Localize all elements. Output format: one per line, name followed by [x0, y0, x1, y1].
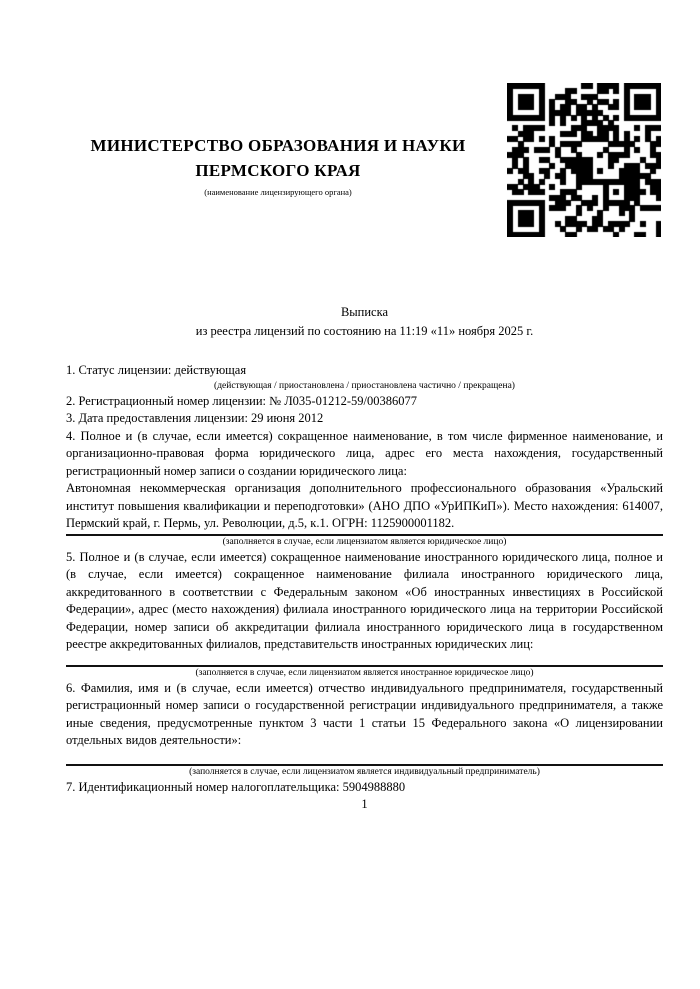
licensing-authority-header: [66, 133, 490, 198]
legal-entity-question: 4. Полное и (в случае, если имеется) сокращенное наименование, в том числе фирменное наименование, и организационно-правовая форма юридического лица, адрес его места нахождения, государственный регистрационный номер записи о создании юридического лица:: [66, 428, 663, 478]
document-body: [66, 362, 663, 814]
document-title: Выписка: [340, 305, 389, 319]
document-subtitle: из реестра лицензий по состоянию на 11:19 «11» ноября 2025 г.: [195, 324, 534, 338]
individual-entrepreneur-question: 6. Фамилия, имя и (в случае, если имеется) отчество индивидуального предпринимателя, государственный регистрационный номер записи о государственной регистрации индивидуального предпринимателя, а также иные сведения, предусмотренные пунктом 3 части 1 статьи 15 Федерального закона «О лицензировании отдельных видов деятельности»:: [66, 680, 663, 747]
document-title-block: [66, 303, 663, 341]
license-date-item: 3. Дата предоставления лицензии: 29 июня 2012: [66, 411, 324, 425]
status-options-note: (действующая / приостановлена / приостановлена частично / прекращена): [214, 380, 515, 391]
foreign-entity-question: 5. Полное и (в случае, если имеется) сокращенное наименование иностранного юридического лица, полное и (в случае, если имеется) сокращенное наименование филиала иностранного юридического лица, аккредитованного в соответствии с Федеральным законом «Об иностранных инвестициях в Российской Федерации», адрес (место нахождения) филиала иностранного юридического лица на территории Российской Федерации, номер записи об аккредитации филиала иностранного юридического лица в государственном реестре аккредитованных филиалов, представительств иностранных юридических лиц:: [66, 549, 663, 651]
foreign-entity-note: (заполняется в случае, если лицензиатом является иностранное юридическое лицо): [195, 667, 534, 678]
registration-number-item: 2. Регистрационный номер лицензии: № Л035-01212-59/00386077: [66, 393, 417, 408]
org-name-caption: (наименование лицензирующего органа): [204, 187, 352, 197]
page-number: 1: [361, 797, 368, 811]
taxpayer-number-item: 7. Идентификационный номер налогоплательщика: 5904988880: [66, 779, 406, 794]
legal-entity-note: (заполняется в случае, если лицензиатом является юридическое лицо): [222, 536, 507, 547]
qr-code-icon: [507, 83, 661, 237]
license-status-item: 1. Статус лицензии: действующая: [66, 363, 247, 377]
legal-entity-answer: Автономная некоммерческая организация дополнительного профессионального образования «Уральский институт повышения квалификации и переподготовки» (АНО ДПО «УрИПКиП»). Место нахождения: 614007, Пермский край, г. Пермь, ул. Революции, д.5, к.1. ОГРН: 1125900001182.: [66, 481, 663, 530]
individual-entrepreneur-note: (заполняется в случае, если лицензиатом является индивидуальный предприниматель): [189, 766, 540, 777]
org-name-line2: ПЕРМСКОГО КРАЯ: [195, 161, 361, 180]
org-name-line1: МИНИСТЕРСТВО ОБРАЗОВАНИЯ И НАУКИ: [90, 136, 466, 155]
